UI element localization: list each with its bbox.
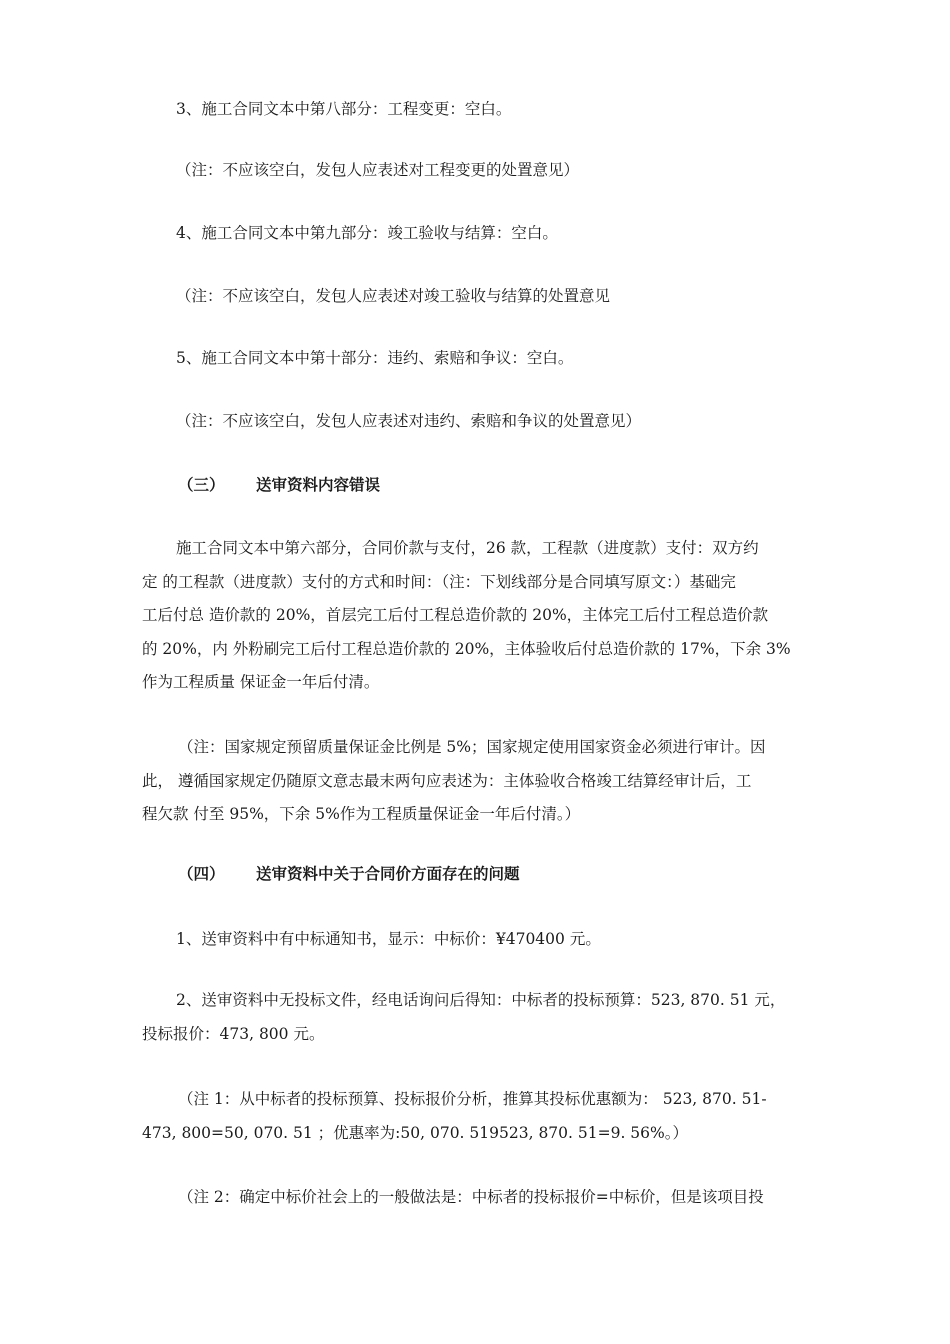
- paragraph-line: 施工合同文本中第六部分，合同价款与支付，26 款，工程款（进度款）支付：双方约: [176, 539, 759, 557]
- section-3-number: （三）: [178, 476, 225, 494]
- paragraph-line: 工后付总 造价款的 20%，首层完工后付工程总造价款的 20%，主体完工后付工程总造价款: [142, 606, 769, 624]
- item-5: 5、施工合同文本中第十部分：违约、索赔和争议：空白。: [176, 349, 574, 367]
- section-4-item-2: [142, 984, 822, 1051]
- note-line: （注：国家规定预留质量保证金比例是 5%；国家规定使用国家资金必须进行审计。因: [178, 738, 766, 756]
- section-3-paragraph: [142, 532, 822, 700]
- paragraph-line: 作为工程质量 保证金一年后付清。: [142, 673, 380, 691]
- section-4-item-1: 1、送审资料中有中标通知书，显示：中标价：¥470400 元。: [176, 930, 601, 948]
- note-3: （注：不应该空白，发包人应表述对工程变更的处置意见）: [176, 161, 580, 179]
- section-3-note: [142, 731, 822, 832]
- note-line: 此， 遵循国家规定仍随原文意志最末两句应表述为：主体验收合格竣工结算经审计后，工: [142, 771, 752, 790]
- note-1-line: （注 1：从中标者的投标预算、投标报价分析，推算其投标优惠额为： 523, 870. 51-: [178, 1090, 767, 1108]
- paragraph-line: 的 20%，内 外粉刷完工后付工程总造价款的 20%，主体验收后付总造价款的 17%，下余 3%: [142, 639, 791, 658]
- item-4: 4、施工合同文本中第九部分：竣工验收与结算：空白。: [176, 224, 558, 242]
- note-5: （注：不应该空白，发包人应表述对违约、索赔和争议的处置意见）: [176, 412, 642, 430]
- item-2-line: 投标报价：473, 800 元。: [142, 1024, 325, 1043]
- section-4-number: （四）: [178, 865, 225, 883]
- note-line: 程欠款 付至 95%，下余 5%作为工程质量保证金一年后付清。）: [142, 805, 581, 823]
- item-2-line: 2、送审资料中无投标文件，经电话询问后得知：中标者的投标预算：523, 870. 51 元，: [176, 991, 786, 1009]
- section-4-title: 送审资料中关于合同价方面存在的问题: [256, 865, 520, 883]
- section-4-note-2: （注 2：确定中标价社会上的一般做法是：中标者的投标报价=中标价，但是该项目投: [178, 1188, 764, 1206]
- item-3: 3、施工合同文本中第八部分：工程变更：空白。: [176, 100, 512, 118]
- section-3-heading: [178, 473, 380, 495]
- paragraph-line: 定 的工程款（进度款）支付的方式和时间：（注：下划线部分是合同填写原文：）基础完: [142, 572, 736, 591]
- note-1-line: 473, 800=50, 070. 51 ；优惠率为:50, 070. 519523, 870. 51=9. 56%。）: [142, 1123, 689, 1142]
- section-4-note-1: [142, 1083, 822, 1150]
- section-3-title: 送审资料内容错误: [256, 476, 381, 494]
- note-4: （注：不应该空白，发包人应表述对竣工验收与结算的处置意见: [176, 287, 611, 305]
- section-4-heading: [178, 862, 520, 884]
